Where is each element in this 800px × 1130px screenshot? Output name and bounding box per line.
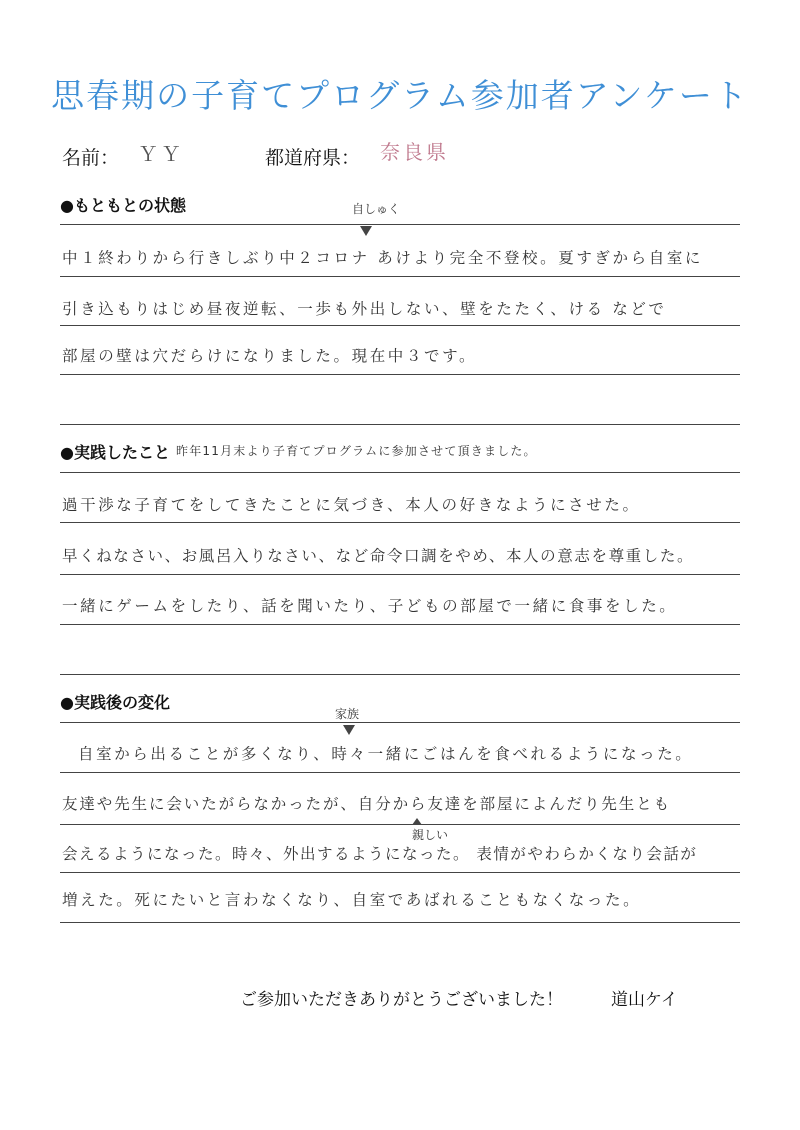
ruled-line bbox=[60, 224, 740, 225]
insertion-caret-icon bbox=[343, 725, 355, 735]
closing-message bbox=[240, 985, 678, 1010]
handwritten-annotation: 親しい bbox=[412, 828, 449, 842]
ruled-line bbox=[60, 424, 740, 425]
ruled-line bbox=[60, 772, 740, 773]
handwritten-line: 一緒にゲームをしたり、話を聞いたり、子どもの部屋で一緒に食事をした。 bbox=[62, 597, 678, 615]
section-heading-practice: ●実践したこと bbox=[60, 443, 170, 462]
insertion-caret-icon bbox=[360, 226, 372, 236]
prefecture-label: 都道府県： bbox=[265, 147, 361, 169]
ruled-line bbox=[60, 472, 740, 473]
section-heading-original-state: ●もともとの状態 bbox=[60, 196, 186, 215]
handwritten-line: 早くねなさい、お風呂入りなさい、など命令口調をやめ、本人の意志を尊重した。 bbox=[62, 547, 695, 565]
ruled-line bbox=[60, 574, 740, 575]
name-value: ＹＹ bbox=[138, 142, 184, 166]
handwritten-line: 友達や先生に会いたがらなかったが、自分から友達を部屋によんだり先生とも bbox=[62, 795, 672, 813]
ruled-line bbox=[60, 824, 740, 825]
prefecture-value: 奈良県 bbox=[380, 140, 449, 164]
handwritten-line: 増えた。死にたいと言わなくなり、自室であばれることもなくなった。 bbox=[62, 891, 642, 909]
handwritten-line: 会えるようになった。時々、外出するようになった。 表情がやわらかくなり会話が bbox=[62, 845, 698, 863]
handwritten-heading-note: 昨年11月末より子育てプログラムに参加させて頂きました。 bbox=[176, 444, 537, 458]
handwritten-line: 自室から出ることが多くなり、時々一緒にごはんを食べれるようになった。 bbox=[78, 745, 694, 763]
handwritten-line: 過干渉な子育てをしてきたことに気づき、本人の好きなようにさせた。 bbox=[62, 496, 641, 514]
thanks-text: ご参加いただきありがとうございました！ bbox=[240, 990, 563, 1010]
ruled-line bbox=[60, 276, 740, 277]
ruled-line bbox=[60, 522, 740, 523]
ruled-line bbox=[60, 722, 740, 723]
ruled-line bbox=[60, 674, 740, 675]
handwritten-line: 引き込もりはじめ昼夜逆転、一歩も外出しない、壁をたたく、ける などで bbox=[62, 300, 667, 318]
handwritten-line: 中１終わりから行きしぶり中２コロナ あけより完全不登校。夏すぎから自室に bbox=[62, 249, 704, 267]
ruled-line bbox=[60, 374, 740, 375]
author-name: 道山ケイ bbox=[611, 990, 678, 1010]
page-title: 思春期の子育てプログラム参加者アンケート bbox=[51, 76, 749, 115]
ruled-line bbox=[60, 325, 740, 326]
name-label: 名前： bbox=[62, 147, 120, 169]
ruled-line bbox=[60, 922, 740, 923]
handwritten-annotation: 自しゅく bbox=[352, 202, 401, 216]
ruled-line bbox=[60, 872, 740, 873]
ruled-line bbox=[60, 624, 740, 625]
section-heading-changes: ●実践後の変化 bbox=[60, 693, 170, 712]
handwritten-annotation: 家族 bbox=[335, 707, 360, 721]
handwritten-line: 部屋の壁は穴だらけになりました。現在中３です。 bbox=[62, 347, 478, 365]
